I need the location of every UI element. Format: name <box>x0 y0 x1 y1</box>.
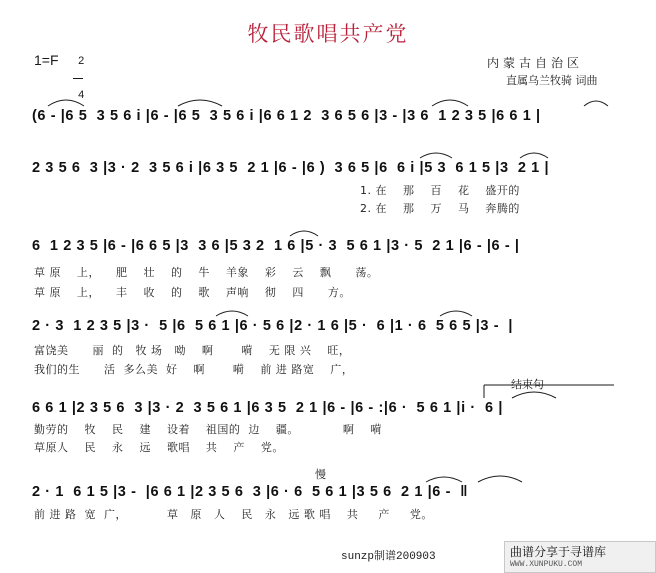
lyric-line-4a: 富饶美 丽 的 牧 场 呦 啊 嗬 无 限 兴 旺， <box>34 344 351 357</box>
lyric-line-2a: 1. 在 那 百 花 盛开的 <box>360 184 520 197</box>
staff-line-6: 2 · 1 6 1 5 |3 - |6 6 1 |2 3 5 6 3 |6 · 6 5 6 1 |3 5 6 2 1 |6 - ‖ <box>32 484 469 500</box>
slur-arc <box>520 153 548 158</box>
watermark-title: 曲谱分享于寻谱库 <box>510 545 607 559</box>
time-signature-line <box>73 78 83 79</box>
slur-arc <box>478 476 522 482</box>
slur-arc <box>178 100 222 106</box>
lyric-line-6a: 前 进 路 宽 广， 草 原 人 民 永 远 歌 唱 共 产 党。 <box>34 508 433 521</box>
tempo-marker: 慢 <box>315 468 326 481</box>
slur-arc <box>290 231 318 236</box>
staff-line-1: (6 - |6 5 3 5 6 i |6 - |6 5 3 5 6 i |6 6 1 2 3 6 5 6 |3 - |3 6 1 2 3 5 |6 6 1 | <box>32 108 541 124</box>
lyric-line-5a: 勤劳的 牧 民 建 设着 祖国的 边 疆。 啊 嗬 <box>34 423 382 436</box>
staff-line-2: 2 3 5 6 3 |3 · 2 3 5 6 i |6 3 5 2 1 |6 - |6 ) 3 6 5 |6 6 i |5 3 6 1 5 |3 2 1 | <box>32 160 550 176</box>
lyric-line-2b: 2. 在 那 万 马 奔腾的 <box>360 202 520 215</box>
slur-arc <box>426 477 462 482</box>
lyric-line-4b: 我们的生 活 多么美 好 啊 嗬 前 进 路宽 广， <box>34 363 354 376</box>
staff-line-3: 6 1 2 3 5 |6 - |6 6 5 |3 3 6 |5 3 2 1 6 |5 · 3 5 6 1 |3 · 5 2 1 |6 - |6 - | <box>32 238 520 254</box>
watermark-url: WWW.XUNPUKU.COM <box>510 560 583 569</box>
staff-line-4: 2 · 3 1 2 3 5 |3 · 5 |6 5 6 1 |6 · 5 6 |2 · 1 6 |5 · 6 |1 · 6 5 6 5 |3 - | <box>32 318 514 334</box>
slur-arc <box>216 311 248 316</box>
slur-arc <box>440 311 472 316</box>
ending-marker: 结束句 <box>511 378 544 391</box>
region-label: 内蒙古自治区 <box>487 56 584 70</box>
slur-arc <box>432 100 468 106</box>
slur-arc <box>584 101 608 106</box>
song-title: 牧民歌唱共产党 <box>247 22 409 46</box>
key-signature: 1=F <box>34 52 59 68</box>
engraver-credit: sunzp制谱200903 <box>341 551 436 563</box>
lyric-line-3a: 草 原 上， 肥 壮 的 牛 羊象 彩 云 飘 荡。 <box>34 266 379 279</box>
credit-label: 直属乌兰牧骑 词曲 <box>506 74 598 87</box>
slur-arc <box>420 153 452 158</box>
time-signature-top: 2 <box>78 55 85 67</box>
slur-arc <box>512 392 556 398</box>
lyric-line-5b: 草原人 民 永 远 歌唱 共 产 党。 <box>34 441 284 454</box>
lyric-line-3b: 草 原 上， 丰 收 的 歌 声响 彻 四 方。 <box>34 286 351 299</box>
time-signature <box>72 45 84 101</box>
staff-line-5: 6 6 1 |2 3 5 6 3 |3 · 2 3 5 6 1 |6 3 5 2 1 |6 - |6 - :|6 · 5 6 1 |i · 6 | <box>32 400 503 416</box>
time-signature-bottom: 4 <box>78 89 85 101</box>
